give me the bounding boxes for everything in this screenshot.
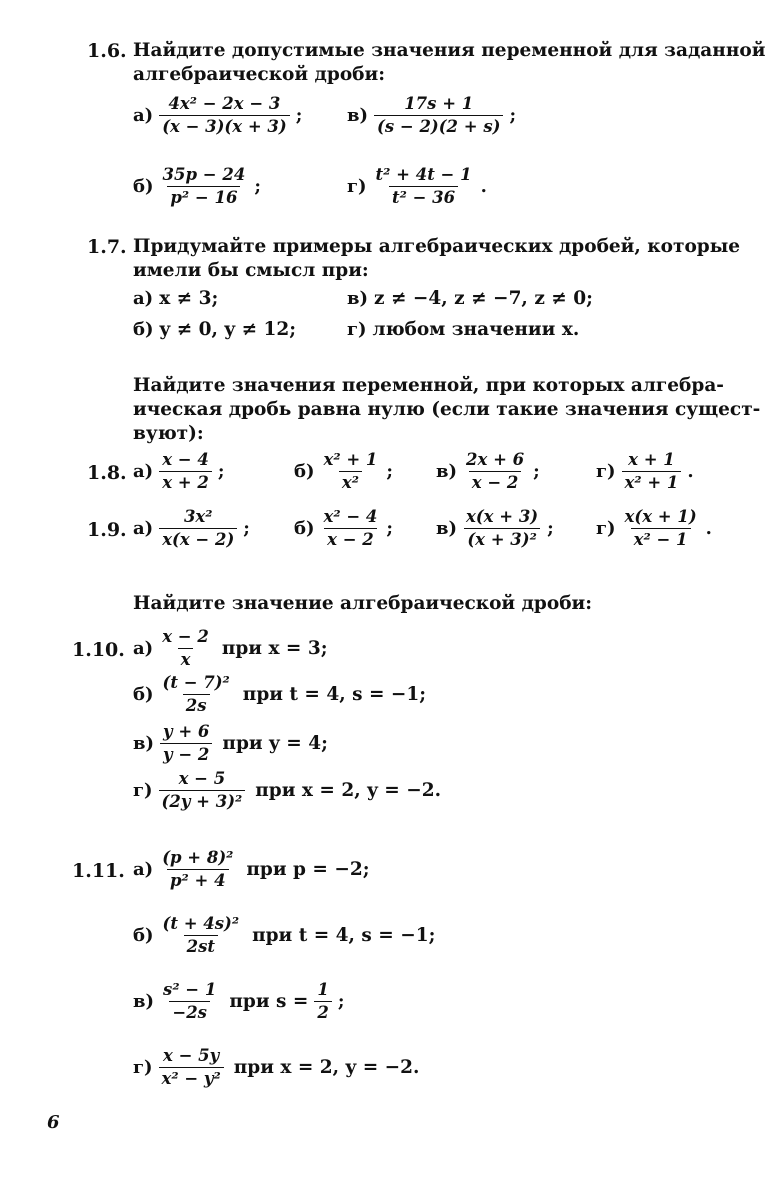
problem-number-1-7: 1.7. <box>87 236 127 258</box>
problem-1-8-item-b <box>294 450 393 493</box>
item-label: г) <box>596 461 616 482</box>
problem-1-7-item-v <box>347 288 593 309</box>
fraction <box>160 980 219 1023</box>
problem-1-6-item-b <box>133 165 261 208</box>
fraction <box>321 450 381 493</box>
punctuation: ; <box>509 105 517 126</box>
fraction-numerator: (t + 4s)² <box>162 914 240 933</box>
item-label: б) <box>133 684 154 705</box>
problem-1-10-item-a <box>133 627 328 670</box>
fraction-numerator: 35p − 24 <box>162 165 246 184</box>
item-label: а) <box>133 638 154 659</box>
fraction-numerator: s² − 1 <box>163 980 217 999</box>
item-label: г) <box>596 518 616 539</box>
fraction-denominator: t² − 36 <box>389 186 458 208</box>
item-label: б) <box>133 925 154 946</box>
problem-number-1-10: 1.10. <box>72 639 125 661</box>
problem-1-6-item-g <box>347 165 487 208</box>
problem-number-1-8: 1.8. <box>87 462 127 484</box>
fraction-numerator: x(x + 1) <box>624 507 697 526</box>
fraction <box>321 507 381 550</box>
punctuation: ; <box>533 461 540 482</box>
item-label: б) <box>133 176 154 197</box>
page-number: 6 <box>47 1112 60 1133</box>
punctuation: ; <box>243 518 250 539</box>
problem-1-9-item-a <box>133 507 250 550</box>
punctuation: ; <box>547 518 554 539</box>
item-label: а) <box>133 461 154 482</box>
fraction-denominator: x − 2 <box>324 528 377 550</box>
punctuation: . <box>687 461 694 482</box>
fraction <box>463 450 527 493</box>
problem-1-11-item-a <box>133 848 370 891</box>
item-label: в) <box>133 991 155 1012</box>
problem-number-1-6: 1.6. <box>87 40 127 62</box>
condition-text: при p = −2; <box>246 859 370 880</box>
zero-intro-line3: вуют): <box>133 423 204 444</box>
fraction-denominator: x − 2 <box>469 471 522 493</box>
fraction-denominator: (2y + 3)² <box>159 790 246 812</box>
punctuation: ; <box>386 461 394 482</box>
zero-intro-line2: ическая дробь равна нулю (если такие значения сущест- <box>133 399 761 420</box>
fraction <box>373 165 475 208</box>
fraction-numerator: x² − 4 <box>323 507 378 526</box>
fraction-denominator: (x + 3)² <box>464 528 539 550</box>
punctuation: . <box>480 176 487 197</box>
condition-text: при s = <box>229 991 309 1012</box>
item-label: в) <box>436 518 458 539</box>
problem-1-7-item-b <box>133 319 296 340</box>
fraction-denominator: x(x − 2) <box>159 528 237 550</box>
condition-text: при x = 3; <box>221 638 328 659</box>
condition-fraction <box>314 980 331 1023</box>
punctuation: ; <box>337 991 345 1012</box>
fraction <box>160 673 233 716</box>
item-label: г) <box>133 780 153 801</box>
item-label: в) <box>347 288 369 309</box>
fraction-numerator: 4x² − 2x − 3 <box>168 94 281 113</box>
fraction <box>159 1046 224 1089</box>
fraction-numerator: x − 5y <box>163 1046 220 1065</box>
fraction-denominator: (s − 2)(2 + s) <box>374 115 503 137</box>
punctuation: ; <box>295 105 303 126</box>
fraction-numerator: y + 6 <box>163 722 210 741</box>
problem-1-7-item-g <box>347 319 579 340</box>
fraction-numerator: x² + 1 <box>323 450 378 469</box>
fraction-numerator: x − 2 <box>162 627 209 646</box>
fraction-numerator: x + 1 <box>628 450 675 469</box>
fraction-numerator: 17s + 1 <box>404 94 474 113</box>
problem-1-6-text-line1: Найдите допустимые значения переменной для заданной <box>133 40 766 61</box>
item-label: б) <box>133 319 154 340</box>
problem-1-11-item-g <box>133 1046 420 1089</box>
punctuation: ; <box>254 176 261 197</box>
condition-text: при t = 4, s = −1; <box>252 925 436 946</box>
item-label: г) <box>347 176 367 197</box>
problem-1-7-item-a <box>133 288 218 309</box>
problem-1-8-item-a <box>133 450 224 493</box>
problem-1-9-item-v <box>436 507 554 550</box>
problem-1-6-item-v <box>347 94 516 137</box>
fraction-denominator: y − 2 <box>160 743 212 765</box>
fraction-numerator: x − 4 <box>162 450 209 469</box>
problem-1-10-item-g <box>133 769 441 812</box>
item-label: в) <box>436 461 458 482</box>
fraction-numerator: 1 <box>317 980 329 999</box>
fraction-numerator: t² + 4t − 1 <box>375 165 472 184</box>
fraction-numerator: 2x + 6 <box>466 450 525 469</box>
condition-text: y ≠ 0, y ≠ 12; <box>159 319 297 340</box>
fraction-denominator: 2st <box>184 935 218 957</box>
fraction-numerator: 3x² <box>183 507 213 526</box>
condition-text: при x = 2, y = −2. <box>255 780 442 801</box>
item-label: а) <box>133 859 154 880</box>
fraction <box>160 165 249 208</box>
condition-text: z ≠ −4, z ≠ −7, z ≠ 0; <box>374 288 593 309</box>
condition-text: любом значении x. <box>372 319 580 340</box>
problem-1-7-text-line1: Придумайте примеры алгебраических дробей, которые <box>133 236 741 257</box>
fraction <box>463 507 541 550</box>
fraction-denominator: (x − 3)(x + 3) <box>159 115 290 137</box>
item-label: в) <box>347 105 369 126</box>
condition-text: при y = 4; <box>222 733 328 754</box>
fraction-numerator: x(x + 3) <box>466 507 539 526</box>
item-label: б) <box>294 518 315 539</box>
fraction <box>160 722 212 765</box>
problem-1-9-item-b <box>294 507 393 550</box>
fraction-denominator: x² − 1 <box>631 528 691 550</box>
fraction-denominator: x² + 1 <box>622 471 682 493</box>
fraction-numerator: x − 5 <box>178 769 226 788</box>
condition-text: при x = 2, y = −2. <box>233 1057 420 1078</box>
fraction-denominator: x² − y² <box>159 1067 224 1089</box>
problem-number-1-9: 1.9. <box>87 519 127 541</box>
value-intro: Найдите значение алгебраической дроби: <box>133 593 593 614</box>
fraction-numerator: (p + 8)² <box>162 848 234 867</box>
problem-1-7-text-line2: имели бы смысл при: <box>133 260 369 281</box>
punctuation: ; <box>217 461 225 482</box>
item-label: а) <box>133 105 154 126</box>
problem-1-6-text-line2: алгебраической дроби: <box>133 64 386 85</box>
fraction-numerator: (t − 7)² <box>162 673 230 692</box>
punctuation: . <box>705 518 712 539</box>
fraction <box>159 769 246 812</box>
zero-intro-line1: Найдите значения переменной, при которых алгебра- <box>133 375 724 396</box>
fraction-denominator: −2s <box>169 1001 210 1023</box>
problem-1-11-item-b <box>133 914 435 957</box>
fraction <box>159 848 236 891</box>
condition-text: x ≠ 3; <box>159 288 219 309</box>
fraction-denominator: p² + 4 <box>167 869 229 891</box>
fraction <box>622 507 700 550</box>
problem-1-8-item-g <box>596 450 694 493</box>
item-label: а) <box>133 518 154 539</box>
fraction-denominator: x + 2 <box>159 471 212 493</box>
problem-1-8-item-v <box>436 450 540 493</box>
fraction <box>159 450 212 493</box>
problem-1-10-item-v <box>133 722 328 765</box>
item-label: г) <box>133 1057 153 1078</box>
problem-1-6-item-a <box>133 94 302 137</box>
item-label: г) <box>347 319 367 340</box>
problem-1-11-item-v <box>133 980 344 1023</box>
problem-1-9-item-g <box>596 507 712 550</box>
fraction <box>159 627 212 670</box>
fraction-denominator: x² <box>339 471 362 493</box>
fraction <box>159 507 237 550</box>
fraction-denominator: 2s <box>183 694 210 716</box>
punctuation: ; <box>386 518 394 539</box>
fraction-denominator: p² − 16 <box>167 186 240 208</box>
fraction <box>160 914 243 957</box>
fraction <box>622 450 682 493</box>
condition-text: при t = 4, s = −1; <box>242 684 427 705</box>
fraction <box>159 94 290 137</box>
problem-number-1-11: 1.11. <box>72 860 125 882</box>
problem-1-10-item-b <box>133 673 426 716</box>
item-label: б) <box>294 461 315 482</box>
fraction-denominator: 2 <box>314 1001 331 1023</box>
item-label: а) <box>133 288 154 309</box>
item-label: в) <box>133 733 155 754</box>
fraction <box>374 94 503 137</box>
fraction-denominator: x <box>178 648 194 670</box>
